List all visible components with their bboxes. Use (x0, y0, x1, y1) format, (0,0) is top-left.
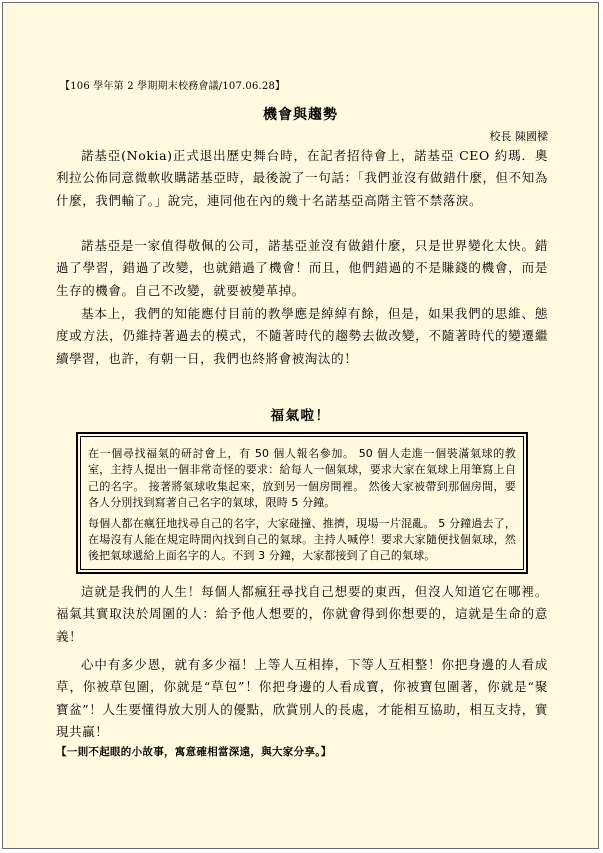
paragraph-life-meaning: 這就是我們的人生！每個人都瘋狂尋找自己想要的東西，但沒人知道它在哪裡。福氣其實取決於周圍的人：給予他人想要的，你就會得到你想要的，這就是生命的意義！ (56, 584, 548, 644)
story-paragraph-1: 在一個尋找福氣的研討會上，有 50 個人報名參加。 50 個人走進一個裝滿氣球的教室，主持人提出一個非常奇怪的要求：給每人一個氣球，要求大家在氣球上用筆寫上自己的名字。 接著將氣球收集起來，放到另一個房間裡。 然後大家被帶到那個房間，要各人分別找到寫著自己名字的氣球，限時 5 分鐘。 (88, 447, 516, 510)
document-page (2, 2, 599, 849)
paragraph-teaching-change: 基本上，我們的知能應付目前的教學應是綽綽有餘，但是，如果我們的思維、態度或方法，仍維持著過去的模式，不隨著時代的趨勢去做改變，不隨著時代的變遷繼續學習，也許，有朝一日，我們也終將會被淘汰的！ (56, 306, 548, 366)
story-box (76, 432, 528, 574)
closing-note: 【一則不起眼的小故事，寓意確相當深遠，與大家分享。】 (56, 746, 332, 758)
meeting-tag: 【106 學年第 2 學期期末校務會議/107.06.28】 (60, 81, 286, 92)
paragraph-nokia-lesson: 諾基亞是一家值得敬佩的公司，諾基亞並沒有做錯什麼，只是世界變化太快。錯過了學習，錯過了改變，也就錯過了機會！而且，他們錯過的不是賺錢的機會，而是生存的機會。自己不改變，就要被變革掉。 (56, 238, 548, 298)
author-line: 校長 陳國樑 (489, 130, 548, 143)
paragraph-nokia-exit: 諾基亞(Nokia)正式退出歷史舞台時，在記者招待會上，諾基亞 CEO 約瑪．奧利拉公佈同意微軟收購諾基亞時，最後說了一句話：「我們並沒有做錯什麼，但不知為什麼，我們輸了。」說完，連同他在內的幾十名諾基亞高階主管不禁落淚。 (56, 148, 548, 208)
document-title: 機會與趨勢 (263, 107, 338, 123)
story-paragraph-2: 每個人都在瘋狂地找尋自己的名字，大家碰撞、推擠，現場一片混亂。 5 分鐘過去了，在場沒有人能在規定時間內找到自己的氣球。主持人喊停！要求大家隨便找個氣球，然後把氣球遞給上面名字的人。不到 3 分鐘，大家都接到了自己的氣球。 (88, 516, 516, 563)
story-box-inner (80, 436, 524, 570)
paragraph-gratitude: 心中有多少恩，就有多少福！上等人互相捧，下等人互相整！你把身邊的人看成草，你被草包圍，你就是“草包”！你把身邊的人看成寶，你被寶包圍著，你就是“聚寶盆”！人生要懂得放大別人的優點，欣賞別人的長處，才能相互協助，相互支持，實現共贏！ (56, 657, 548, 739)
story-title: 福氣啦！ (270, 408, 331, 424)
